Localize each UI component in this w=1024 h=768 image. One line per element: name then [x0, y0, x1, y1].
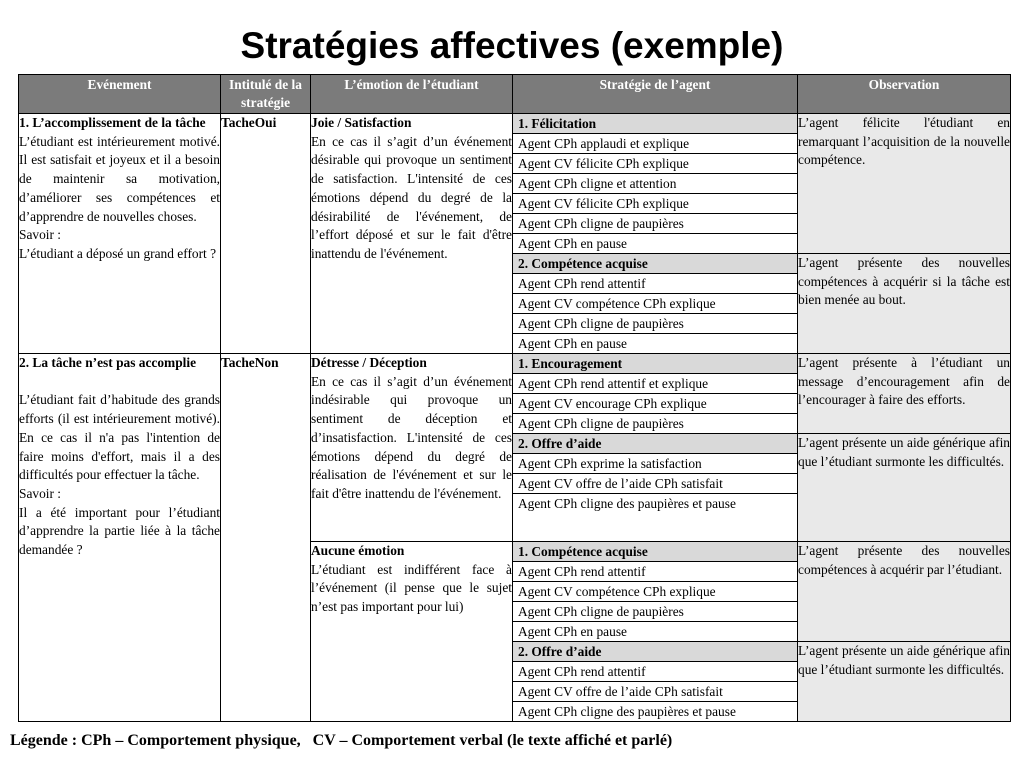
strategy-line: Agent CPh rend attentif: [513, 274, 797, 294]
observation-cell: L’agent félicite l'étudiant en remarquant l’acquisition de la nouvelle compétence.: [798, 114, 1011, 254]
event-savoir-text: Il a été important pour l’étudiant d’apprendre la partie liée à la tâche demandée ?: [19, 504, 220, 558]
strategy-line: Agent CPh applaudi et explique: [513, 134, 797, 154]
strategy-line: Agent CV félicite CPh explique: [513, 194, 797, 214]
table-header-row: [19, 75, 1011, 114]
intitule-cell: TacheOui: [221, 114, 311, 354]
strategy-line: Agent CV compétence CPh explique: [513, 294, 797, 314]
strategy-line: Agent CPh cligne des paupières et pause: [518, 704, 736, 719]
emotion-text: En ce cas il s’agit d’un événement indésirable qui provoque un sentiment de déception et d’insatisfaction. L'intensité de ces émotions dépend du degré de réalisation de l'événement et sur le fait d'être inattendu de l'événement.: [311, 373, 512, 501]
table-row: [19, 114, 1011, 254]
strategy-line: Agent CPh cligne des paupières et pause: [518, 496, 736, 511]
strategy-line: Agent CPh exprime la satisfaction: [513, 454, 797, 474]
strategy-group: [513, 542, 798, 642]
header-strategie: Stratégie de l’agent: [513, 75, 798, 114]
observation-cell: L’agent présente des nouvelles compétences à acquérir par l’étudiant.: [798, 542, 1011, 642]
strategy-line: Agent CPh rend attentif: [513, 562, 797, 582]
page-title: Stratégies affectives (exemple): [240, 25, 784, 66]
strategy-line: Agent CPh en pause: [518, 624, 627, 639]
header-intitule: Intitulé de la stratégie: [221, 75, 311, 114]
strategy-group-header: 2. Compétence acquise: [513, 254, 797, 274]
strategy-line: Agent CPh rend attentif et explique: [513, 374, 797, 394]
strategy-line: Agent CV félicite CPh explique: [513, 154, 797, 174]
strategy-group: [513, 254, 798, 354]
event-savoir: Savoir :: [19, 227, 62, 243]
strategy-group: [513, 114, 798, 254]
strategy-group: [513, 354, 798, 434]
event-cell: [19, 114, 221, 354]
observation-cell: L’agent présente un aide générique afin que l’étudiant surmonte les difficultés.: [798, 434, 1011, 542]
header-evenement: Evénement: [19, 75, 221, 114]
strategy-line: Agent CPh rend attentif: [513, 662, 797, 682]
strategy-line: Agent CV encourage CPh explique: [513, 394, 797, 414]
emotion-cell: [311, 542, 513, 722]
strategy-line: Agent CV offre de l’aide CPh satisfait: [513, 682, 797, 702]
strategy-line: Agent CPh cligne de paupières: [513, 314, 797, 334]
event-savoir-text: L’étudiant a déposé un grand effort ?: [19, 245, 217, 261]
strategies-table: [18, 74, 1011, 722]
strategy-group-header: 1. Compétence acquise: [513, 542, 797, 562]
table-row: [19, 354, 1011, 434]
strategy-group-header: 2. Offre d’aide: [513, 434, 797, 454]
event-title: 1. L’accomplissement de la tâche: [19, 115, 206, 130]
emotion-cell: [311, 354, 513, 542]
header-observation: Observation: [798, 75, 1011, 114]
strategy-group-header: 1. Félicitation: [513, 114, 797, 134]
strategy-line: Agent CPh cligne de paupières: [513, 214, 797, 234]
emotion-text: En ce cas il s’agit d’un événement désirable qui provoque un sentiment de satisfaction. L'intensité de ces émotions dépend du degré de la désirabilité de l'événement, de l’effort déposé et sur le fait d'être inattendu de l'événement.: [311, 133, 512, 261]
strategy-line: Agent CV compétence CPh explique: [513, 582, 797, 602]
emotion-title: Détresse / Déception: [311, 355, 427, 370]
strategy-line: Agent CPh en pause: [518, 236, 627, 251]
event-text: L’étudiant est intérieurement motivé. Il est satisfait et joyeux et il a besoin de maintenir sa motivation, d’améliorer ses compétences et d’apprendre de nouvelles choses.: [19, 133, 220, 224]
emotion-cell: [311, 114, 513, 354]
header-emotion: L’émotion de l’étudiant: [311, 75, 513, 114]
observation-cell: L’agent présente à l’étudiant un message d’encouragement afin de l’encourager à faire des efforts.: [798, 354, 1011, 434]
strategy-line: Agent CPh en pause: [518, 336, 627, 351]
strategy-group-header: 1. Encouragement: [513, 354, 797, 374]
strategy-group: [513, 642, 798, 722]
emotion-title: Joie / Satisfaction: [311, 115, 412, 130]
emotion-text: L’étudiant est indifférent face à l’événement (il pense que le sujet n’est pas important pour lui): [311, 561, 512, 615]
strategy-line: Agent CPh cligne de paupières: [518, 416, 684, 431]
legend: Légende : CPh – Comportement physique, CV – Comportement verbal (le texte affiché et parlé): [10, 732, 673, 749]
event-text: L’étudiant fait d’habitude des grands efforts (il est intérieurement motivé). En ce cas il n'a pas l'intention de faire moins d'effort, mais il a des difficultés pour effectuer la tâche.: [19, 392, 220, 483]
observation-cell: L’agent présente des nouvelles compétences à acquérir si la tâche est bien menée au bout.: [798, 254, 1011, 354]
strategy-group: [513, 434, 798, 542]
observation-cell: L’agent présente un aide générique afin que l’étudiant surmonte les difficultés.: [798, 642, 1011, 722]
strategy-line: Agent CPh cligne de paupières: [513, 602, 797, 622]
emotion-title: Aucune émotion: [311, 543, 405, 558]
strategy-line: Agent CV offre de l’aide CPh satisfait: [513, 474, 797, 494]
strategy-group-header: 2. Offre d’aide: [513, 642, 797, 662]
event-title: 2. La tâche n’est pas accomplie: [19, 355, 197, 370]
event-savoir: Savoir :: [19, 485, 62, 501]
event-cell: [19, 354, 221, 722]
strategy-line: Agent CPh cligne et attention: [513, 174, 797, 194]
intitule-cell: TacheNon: [221, 354, 311, 722]
